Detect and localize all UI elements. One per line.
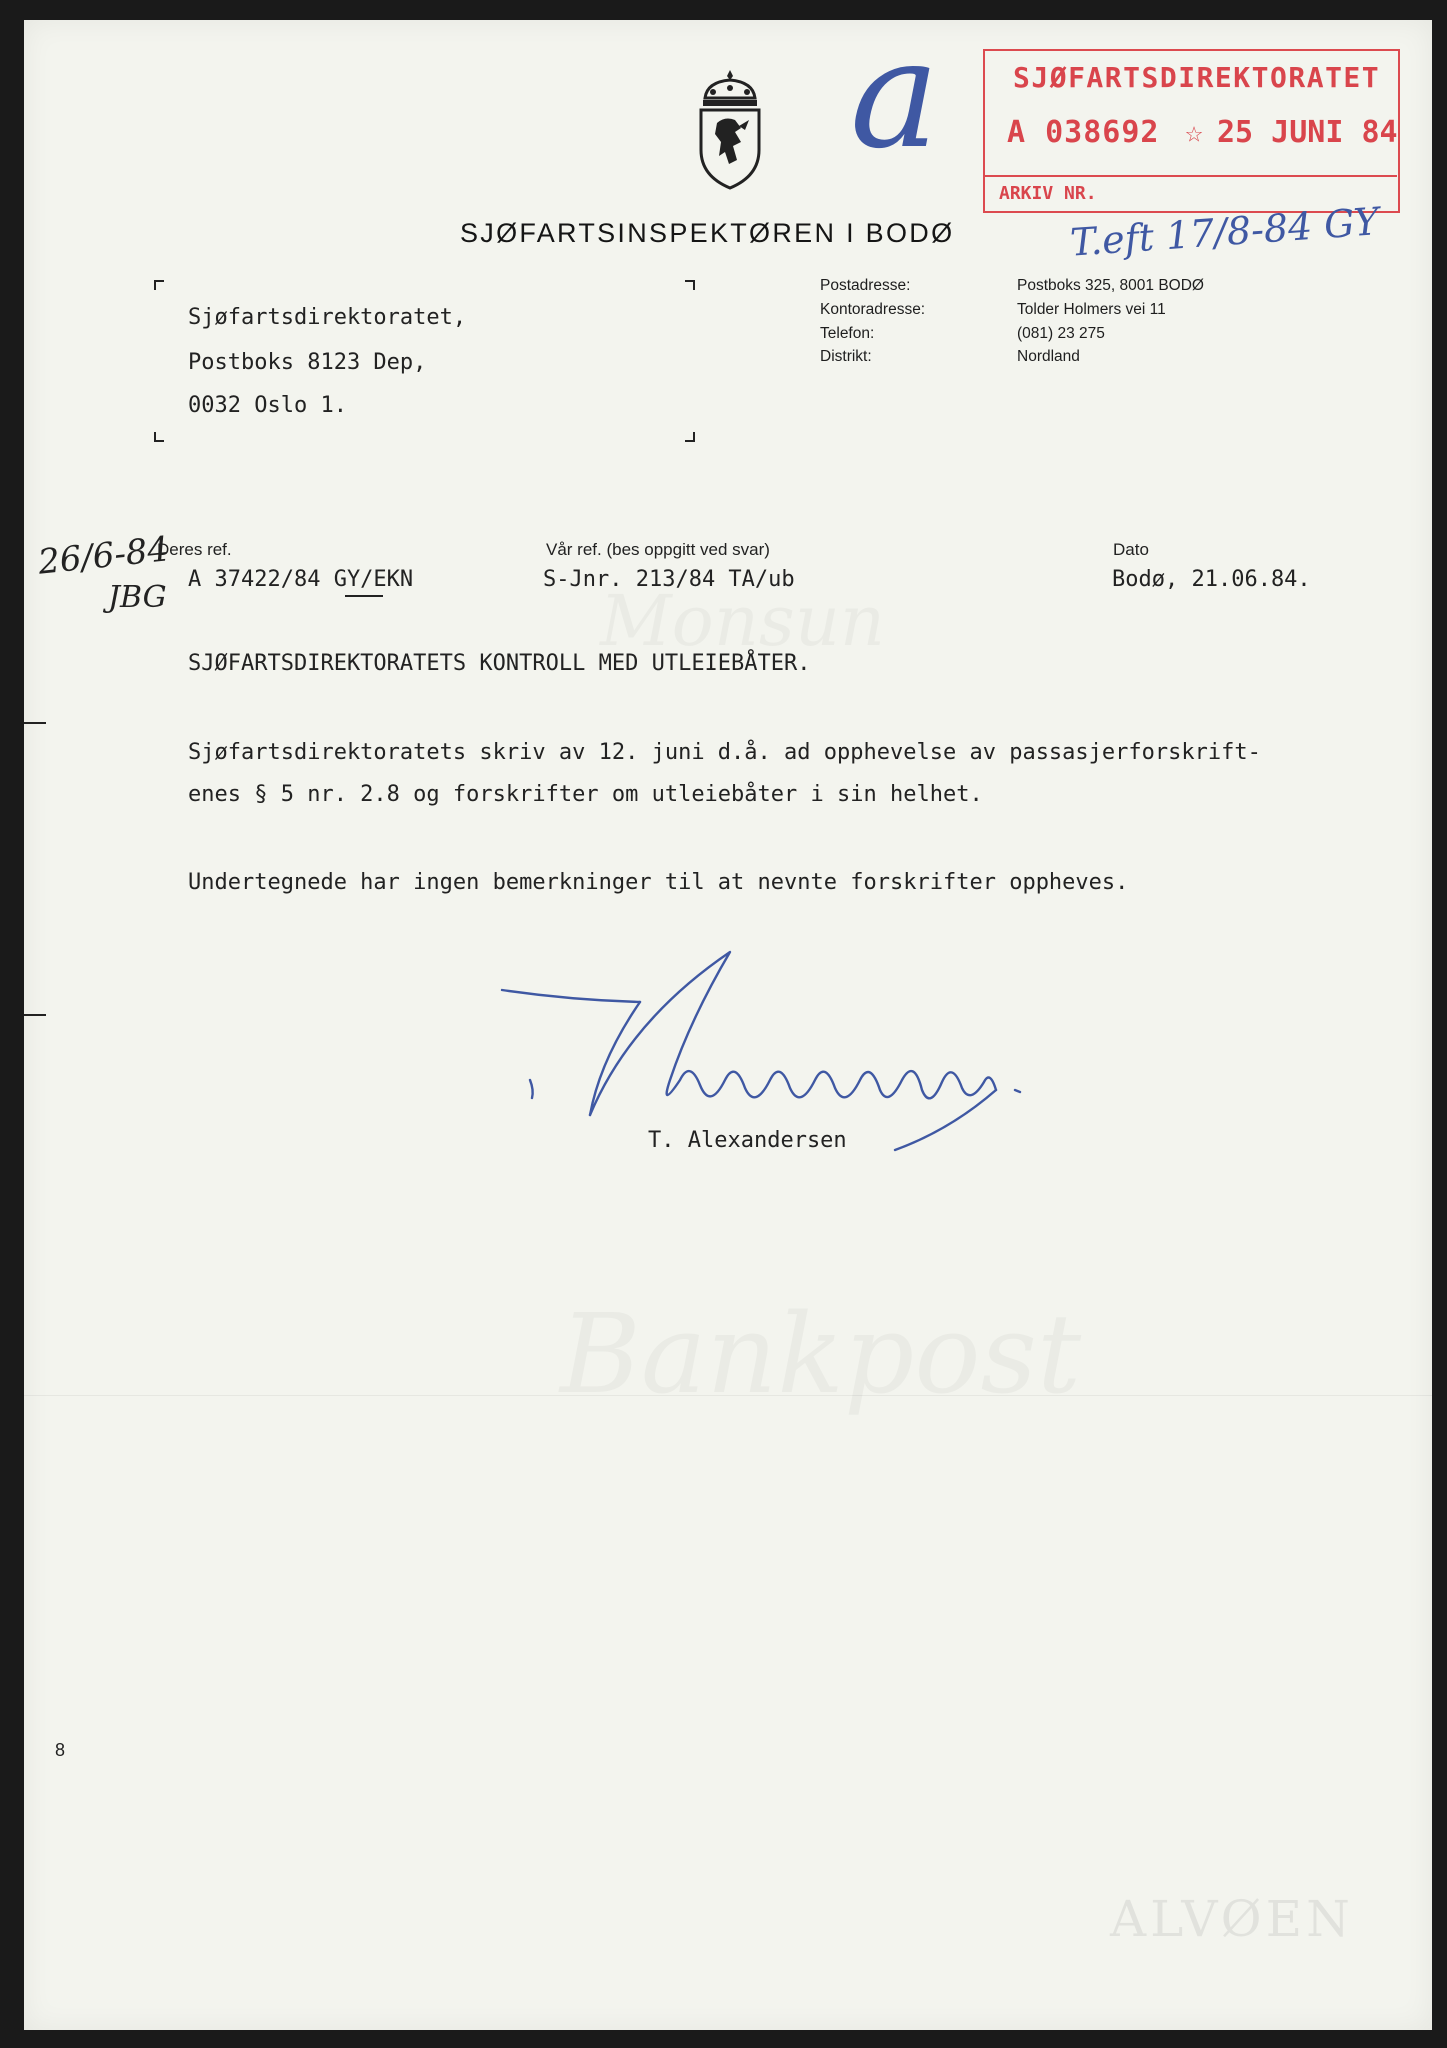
received-stamp — [983, 49, 1400, 213]
coat-of-arms-icon — [695, 68, 765, 190]
handwritten-margin-initials: JBG — [108, 580, 167, 615]
address-corner-tl — [154, 280, 164, 290]
watermark-bottom — [560, 1290, 1081, 1418]
page-number: 8 — [55, 1740, 66, 1760]
signatory-name: T. Alexandersen — [648, 1128, 847, 1153]
margin-tick-lower — [24, 1014, 46, 1016]
recipient-line-2: Postboks 8123 Dep, — [188, 350, 427, 375]
handwritten-margin-date: 26/6-84 — [36, 529, 171, 583]
stamp-date: 25 JUNI 84 — [1217, 115, 1398, 150]
address-corner-bl — [154, 432, 164, 442]
deres-ref-value: A 37422/84 GY/EKN — [188, 567, 414, 592]
signature-scribble — [490, 940, 1110, 1160]
letter-subject: SJØFARTSDIREKTORATETS KONTROLL MED UTLEIEBÅTER. — [188, 651, 811, 676]
var-ref-value: S-Jnr. 213/84 TA/ub — [543, 567, 795, 592]
recipient-line-1: Sjøfartsdirektoratet, — [188, 305, 467, 330]
paper-mark: ALVØEN — [1110, 1890, 1354, 1948]
contact-label-district: Distrikt: — [820, 348, 872, 365]
body-para1-line2: enes § 5 nr. 2.8 og forskrifter om utleiebåter i sin helhet. — [188, 782, 983, 807]
recipient-line-3: 0032 Oslo 1. — [188, 393, 347, 418]
stamp-star-icon: ☆ — [1185, 115, 1204, 150]
body-para2: Undertegnede har ingen bemerkninger til at nevnte forskrifter oppheves. — [188, 870, 1129, 895]
var-ref-label: Vår ref. (bes oppgitt ved svar) — [546, 540, 770, 559]
contact-label-post: Postadresse: — [820, 277, 911, 294]
address-corner-tr — [685, 280, 695, 290]
address-corner-br — [685, 432, 695, 442]
date-value: Bodø, 21.06.84. — [1112, 567, 1311, 592]
stamp-archive-label: ARKIV NR. — [999, 183, 1097, 204]
letterhead-title: SJØFARTSINSPEKTØREN I BODØ — [460, 218, 955, 248]
handwritten-letter: a — [850, 8, 940, 182]
deres-ref-label: Deres ref. — [157, 540, 232, 559]
watermark-top — [600, 580, 885, 662]
handwritten-header-note: T.eft 17/8-84 GY — [1068, 199, 1381, 265]
contact-value-district: Nordland — [1017, 348, 1080, 365]
contact-value-phone: (081) 23 275 — [1017, 325, 1105, 342]
contact-label-phone: Telefon: — [820, 325, 875, 342]
date-label: Dato — [1113, 540, 1149, 559]
contact-label-office: Kontoradresse: — [820, 301, 926, 318]
contact-value-office: Tolder Holmers vei 11 — [1017, 301, 1166, 318]
contact-value-post: Postboks 325, 8001 BODØ — [1017, 277, 1204, 294]
stamp-agency: SJØFARTSDIREKTORATET — [1013, 61, 1381, 94]
ref-underline — [345, 595, 383, 597]
margin-tick-upper — [24, 722, 46, 724]
body-para1-line1: Sjøfartsdirektoratets skriv av 12. juni d.å. ad opphevelse av passasjerforskrift- — [188, 740, 1261, 765]
stamp-number: A 038692 — [1007, 115, 1160, 150]
